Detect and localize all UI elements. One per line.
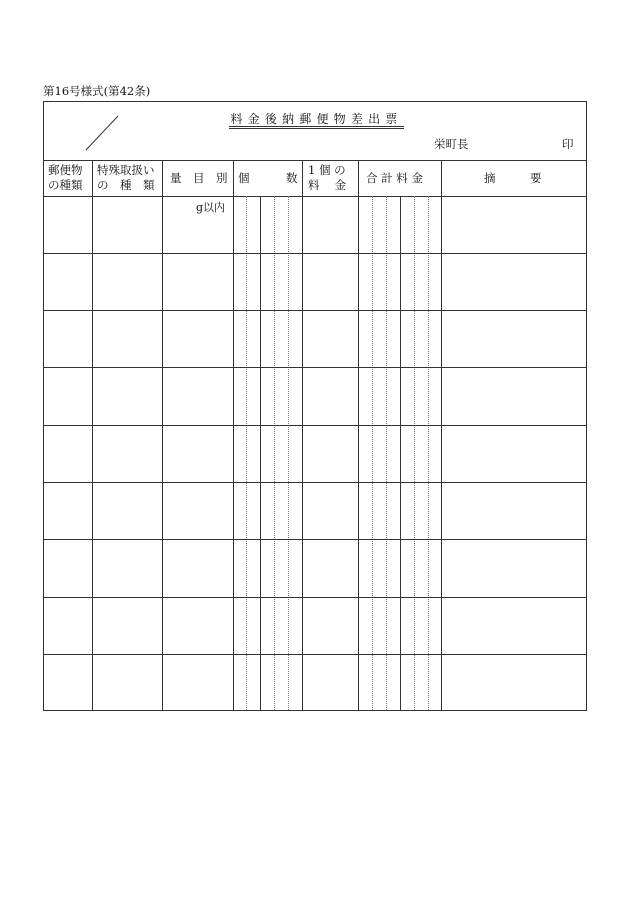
title-underline-double — [229, 128, 404, 129]
count-solid-sub — [260, 196, 261, 710]
col-divider-5 — [358, 160, 359, 710]
header-row-divider — [44, 196, 586, 197]
col-divider-3 — [233, 160, 234, 710]
row-divider — [44, 654, 586, 655]
total-solid-sub — [400, 196, 401, 710]
col-divider-2 — [162, 160, 163, 710]
col-divider-4 — [302, 160, 303, 710]
col-divider-1 — [92, 160, 93, 710]
col-divider-6 — [441, 160, 442, 710]
form-label: 第16号様式(第42条) — [43, 84, 151, 98]
header-mail-type: 郵便物 の種類 — [48, 163, 83, 192]
title-underline — [229, 126, 404, 127]
total-dotted-guide — [372, 196, 373, 710]
total-dotted-guide — [428, 196, 429, 710]
postage-form — [43, 101, 587, 711]
office-name: 栄町長 — [434, 137, 469, 151]
row-divider — [44, 367, 586, 368]
header-weight: 量 目 別 — [170, 171, 228, 185]
form-title: 料金後納郵便物差出票 — [230, 112, 403, 126]
header-special-handling: 特殊取扱い の 種 類 — [97, 163, 155, 192]
diagonal-slash-mark — [84, 114, 120, 152]
total-dotted-guide — [386, 196, 387, 710]
header-count-left: 個 — [238, 171, 250, 185]
header-total-fee: 合 計 料 金 — [366, 171, 423, 185]
row-divider — [44, 482, 586, 483]
header-count-right: 数 — [286, 171, 298, 185]
form-header-area — [44, 102, 586, 161]
row-divider — [44, 597, 586, 598]
row-divider — [44, 253, 586, 254]
count-dotted-guide — [288, 196, 289, 710]
count-dotted-guide — [274, 196, 275, 710]
row-divider — [44, 425, 586, 426]
weight-unit-label: g以内 — [196, 201, 226, 214]
row-divider — [44, 310, 586, 311]
header-remarks: 摘 要 — [484, 171, 542, 185]
count-dotted-guide — [246, 196, 247, 710]
total-dotted-guide — [414, 196, 415, 710]
header-unit-fee: 1 個 の 料 金 — [308, 163, 347, 192]
seal-mark: 印 — [562, 137, 574, 151]
row-divider — [44, 539, 586, 540]
